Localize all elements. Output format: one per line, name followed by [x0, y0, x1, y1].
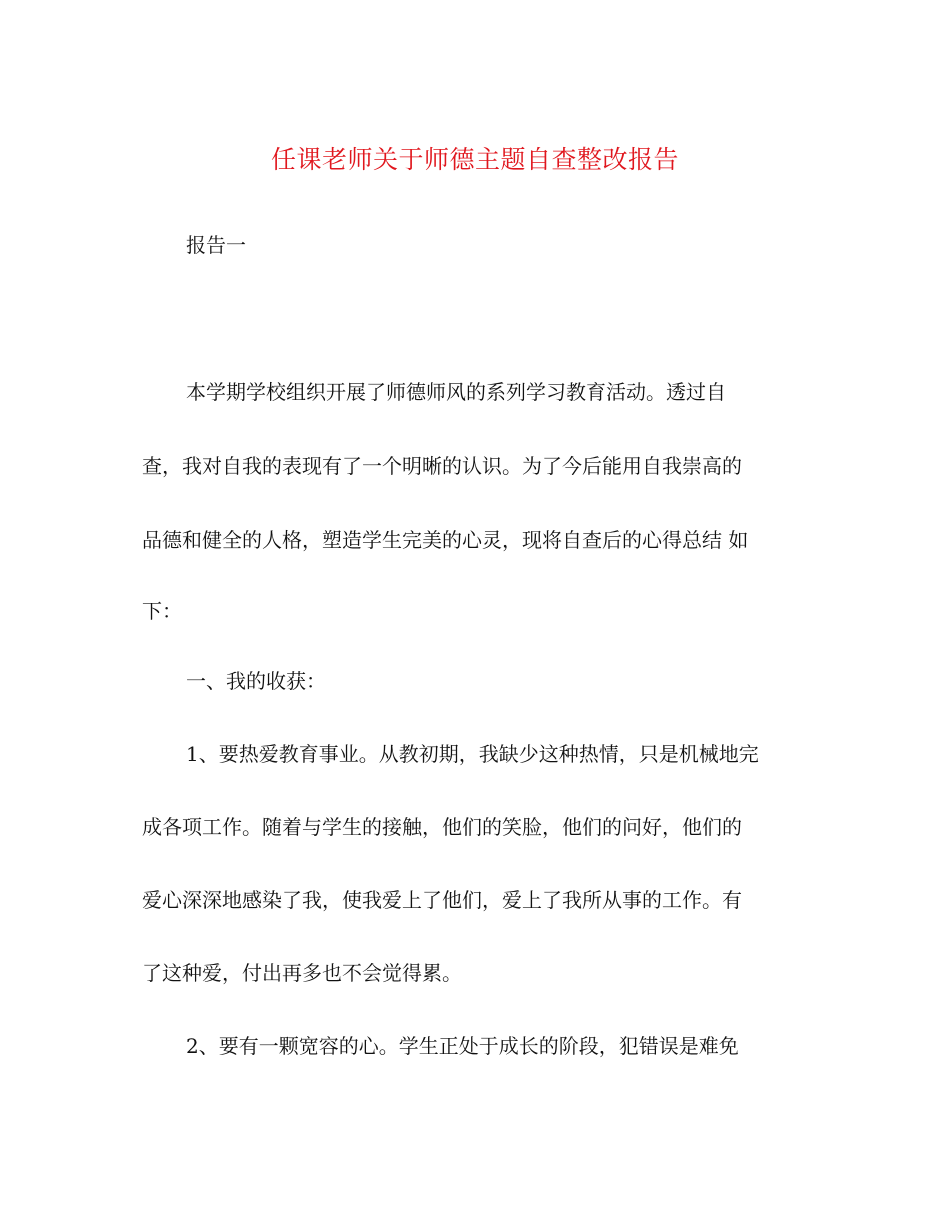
list-heading: 一、我的收获：	[186, 669, 326, 693]
paragraph-line: 爱心深深地感染了我，使我爱上了他们，爱上了我所从事的工作。有	[142, 888, 742, 912]
paragraph-line: 了这种爱，付出再多也不会觉得累。	[142, 961, 462, 985]
paragraph-line: 1、要热爱教育事业。从教初期，我缺少这种热情，只是机械地完	[186, 742, 759, 766]
document-title: 任课老师关于师德主题自查整改报告	[270, 145, 679, 174]
paragraph-line: 查，我对自我的表现有了一个明晰的认识。为了今后能用自我崇高的	[142, 454, 742, 478]
paragraph-line: 下：	[142, 599, 182, 623]
paragraph-line: 2、要有一颗宽容的心。学生正处于成长的阶段，犯错误是难免	[186, 1034, 739, 1058]
section-heading: 报告一	[186, 233, 246, 257]
paragraph-line: 本学期学校组织开展了师德师风的系列学习教育活动。透过自	[186, 380, 726, 404]
paragraph-line: 成各项工作。随着与学生的接触，他们的笑脸，他们的问好，他们的	[142, 815, 742, 839]
paragraph-line: 品德和健全的人格，塑造学生完美的心灵，现将自查后的心得总结 如	[142, 528, 749, 552]
